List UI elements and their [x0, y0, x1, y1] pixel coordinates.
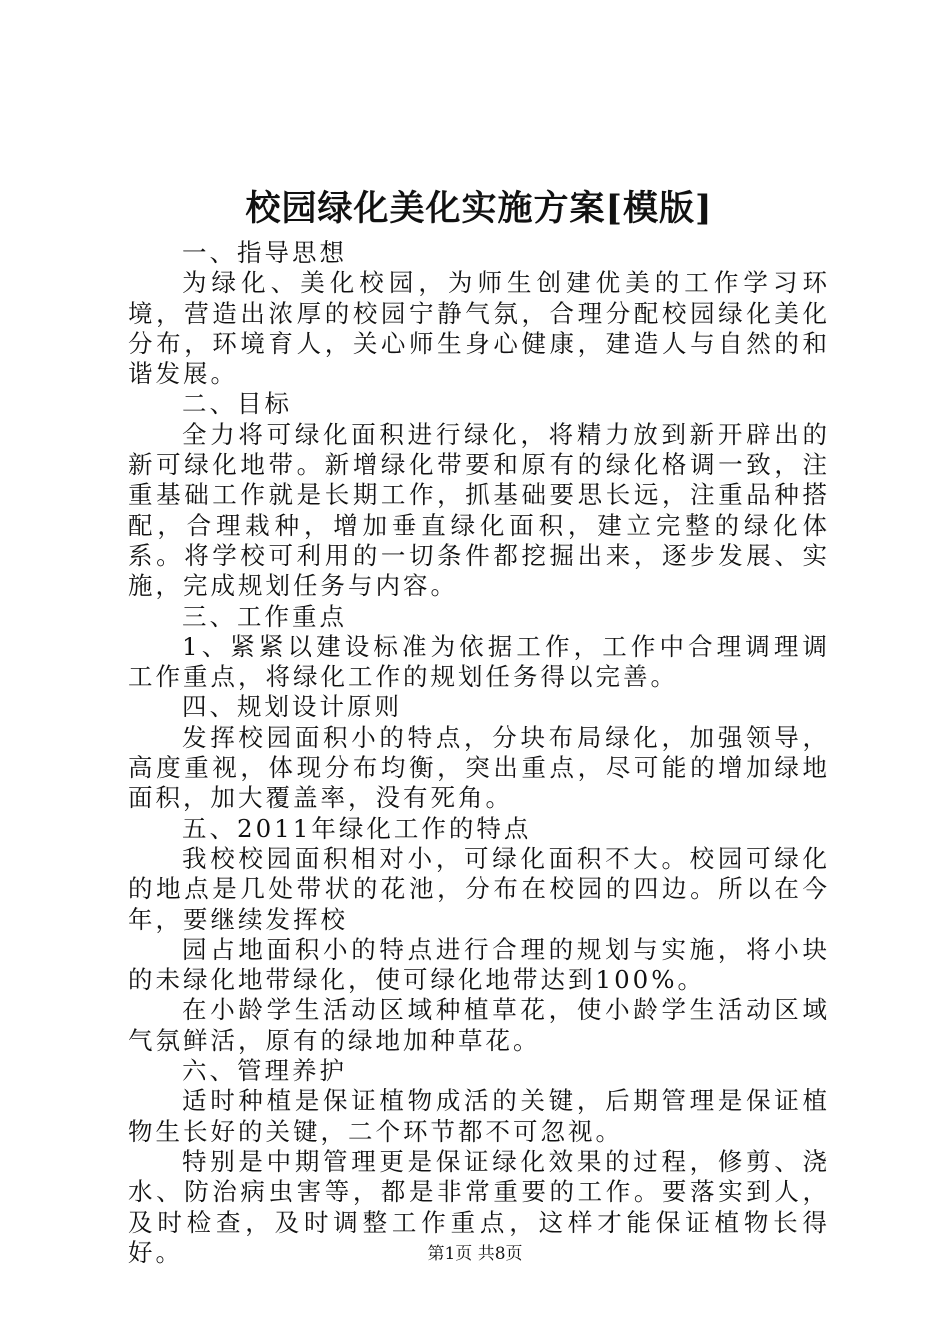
section-heading-1: 一、指导思想	[182, 238, 347, 267]
section-heading-2: 二、目标	[182, 389, 292, 419]
paragraph-goals: 全力将可绿化面积进行绿化，将精力放到新开辟出的新可绿化地带。新增绿化带要和原有的绿化格调一致，注重基础工作就是长期工作，抓基础要思长远，注重品种搭配，合理栽种，增加垂直绿化面积，建立完整的绿化体系。将学校可利用的一切条件都挖掘出来，逐步发展、实施，完成规划任务与内容。	[128, 419, 830, 601]
page-footer: 第1页 共8页	[427, 1244, 523, 1264]
paragraph-features-3: 在小龄学生活动区域种植草花，使小龄学生活动区域气氛鲜活，原有的绿地加种草花。	[128, 995, 830, 1055]
document-body	[128, 238, 830, 1268]
section-heading-5: 五、2011年绿化工作的特点	[182, 813, 532, 843]
paragraph-design-principles: 发挥校园面积小的特点，分块布局绿化，加强领导，高度重视，体现分布均衡，突出重点，尽可能的增加绿地面积，加大覆盖率，没有死角。	[128, 722, 830, 813]
section-heading-3: 三、工作重点	[182, 601, 347, 631]
document-title: 校园绿化美化实施方案[模版]	[245, 188, 713, 229]
paragraph-features-1: 我校校园面积相对小，可绿化面积不大。校园可绿化的地点是几处带状的花池，分布在校园的四边。所以在今年，要继续发挥校	[128, 843, 830, 934]
document-page	[128, 180, 830, 1268]
section-heading-4: 四、规划设计原则	[182, 692, 402, 722]
paragraph-guiding-thought: 为绿化、美化校园，为师生创建优美的工作学习环境，营造出浓厚的校园宁静气氛，合理分配校园绿化美化分布，环境育人，关心师生身心健康，建造人与自然的和谐发展。	[128, 268, 830, 389]
paragraph-work-focus: 1、紧紧以建设标准为依据工作，工作中合理调理调工作重点，将绿化工作的规划任务得以完善。	[128, 631, 830, 692]
section-heading-6: 六、管理养护	[182, 1056, 347, 1086]
paragraph-maintenance-2: 特别是中期管理更是保证绿化效果的过程，修剪、浇水、防治病虫害等，都是非常重要的工作。要落实到人，及时检查，及时调整工作重点，这样才能保证植物长得好。	[128, 1146, 830, 1267]
paragraph-maintenance-1: 适时种植是保证植物成活的关键，后期管理是保证植物生长好的关键，二个环节都不可忽视。	[128, 1086, 830, 1146]
paragraph-features-2: 园占地面积小的特点进行合理的规划与实施，将小块的未绿化地带绿化，使可绿化地带达到100%。	[128, 934, 830, 995]
